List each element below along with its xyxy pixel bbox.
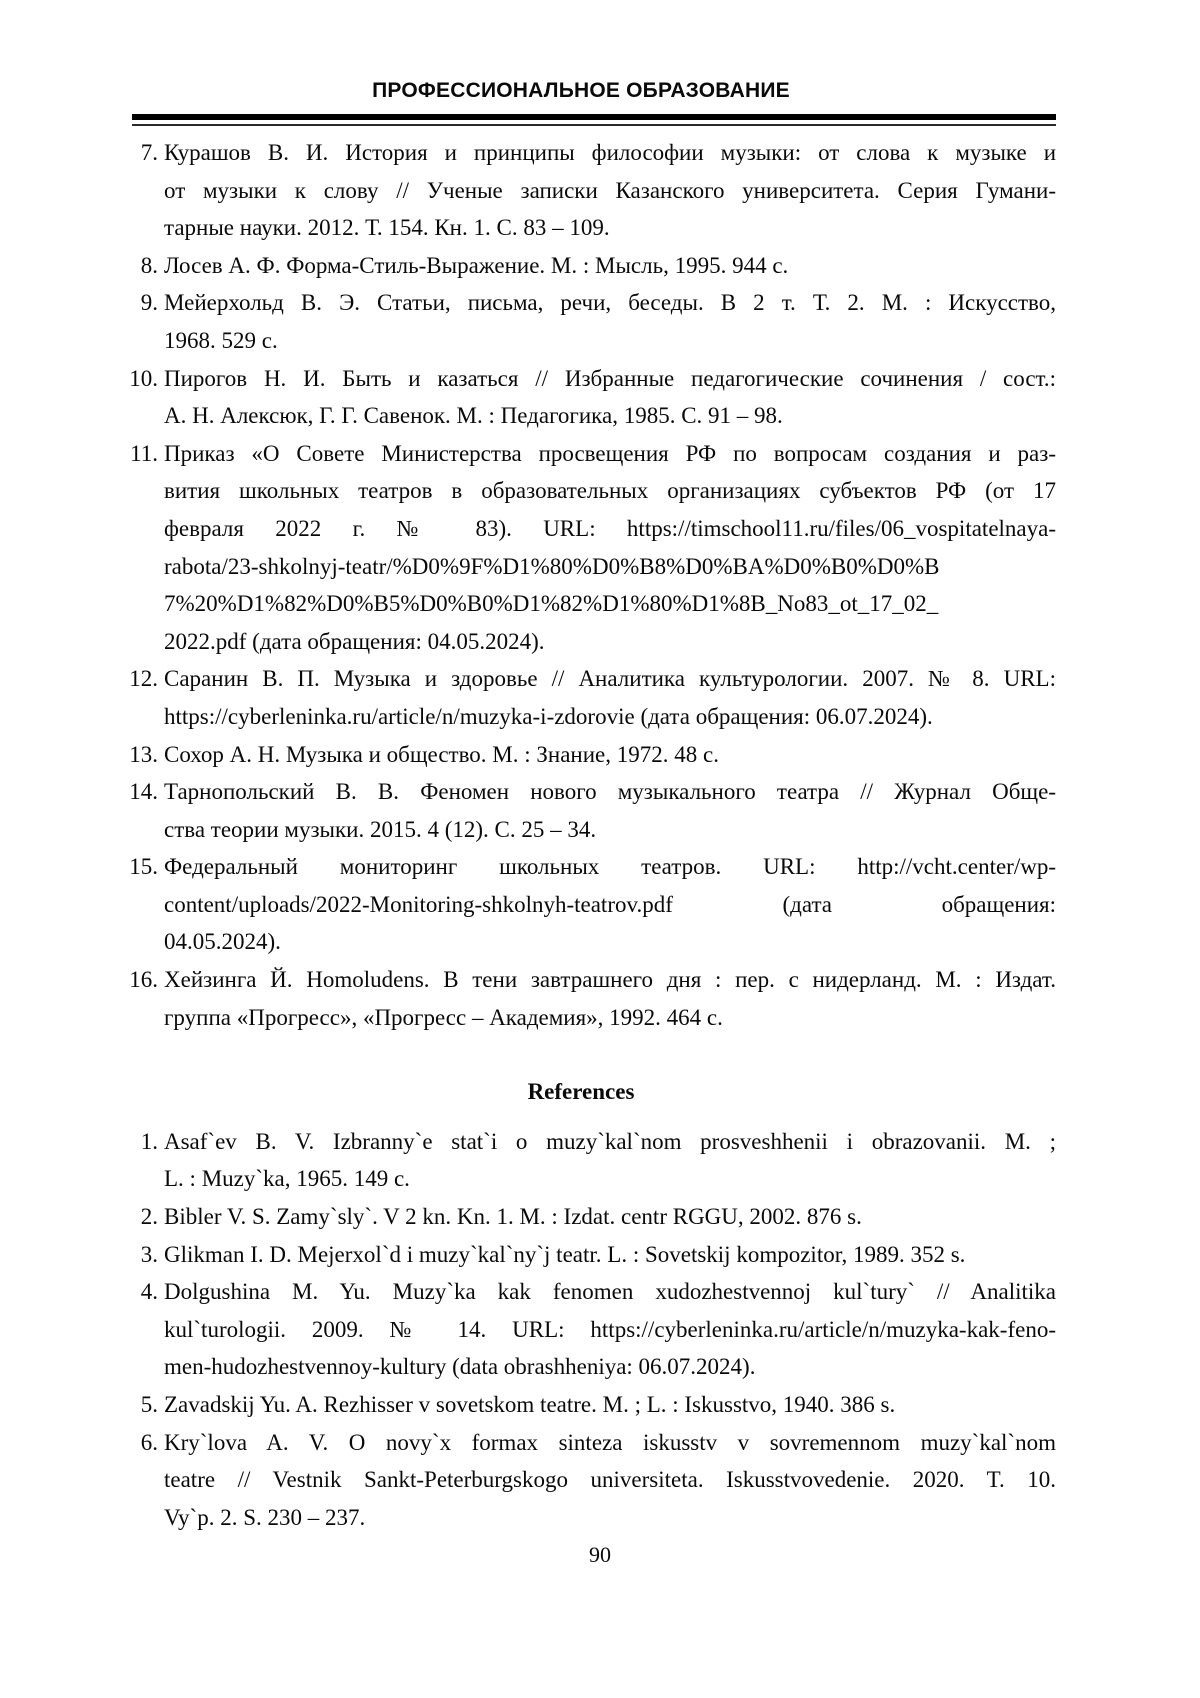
reference-item <box>106 284 1056 359</box>
header-rule-thick <box>132 114 1056 120</box>
reference-text <box>164 1198 1056 1236</box>
reference-number: 9. <box>140 290 158 316</box>
reference-line: Glikman I. D. Mejerxol`d i muzy`kal`ny`j teatr. L. : Sovetskij kompozitor, 1989. 352 s. <box>164 1241 966 1267</box>
reference-number: 15. <box>129 854 158 880</box>
reference-item <box>106 1424 1056 1537</box>
reference-text <box>164 1273 1056 1386</box>
header-rule-thin <box>132 124 1056 126</box>
reference-line: февраля 2022 г. № 83). URL: https://timschool11.ru/files/06_vospitatelnaya- <box>164 515 1056 541</box>
references-list <box>106 1123 1056 1537</box>
reference-text <box>164 660 1056 735</box>
reference-line: 2022.pdf (дата обращения: 04.05.2024). <box>164 628 545 654</box>
reference-line: Kry`lova A. V. O novy`x formax sinteza iskusstv v sovremennom muzy`kal`nom <box>164 1429 1056 1455</box>
reference-line: Хейзинга Й. Homoludens. В тени завтрашнего дня : пер. с нидерланд. М. : Издат. <box>164 967 1056 993</box>
reference-text <box>164 1424 1056 1537</box>
reference-line: тарные науки. 2012. Т. 154. Кн. 1. С. 83 – 109. <box>164 215 610 241</box>
reference-line: 1968. 529 с. <box>164 327 278 353</box>
references-heading: References <box>527 1079 635 1105</box>
reference-number: 1. <box>140 1128 158 1154</box>
reference-text <box>164 1123 1056 1198</box>
reference-line: 7%20%D1%82%D0%B5%D0%B0%D1%82%D1%80%D1%8B_No83_ot_17_02_ <box>164 591 939 617</box>
reference-item <box>106 848 1056 961</box>
reference-number: 14. <box>129 779 158 805</box>
reference-item <box>106 134 1056 247</box>
reference-text <box>164 736 1056 774</box>
reference-line: rabota/23-shkolnyj-teatr/%D0%9F%D1%80%D0%B8%D0%BA%D0%B0%D0%B <box>164 553 940 579</box>
reference-line: Vy`p. 2. S. 230 – 237. <box>164 1504 366 1530</box>
reference-text <box>164 435 1056 661</box>
reference-item <box>106 1198 1056 1236</box>
reference-number: 16. <box>129 967 158 993</box>
bibliography-list <box>106 134 1056 1036</box>
reference-text <box>164 247 1056 285</box>
reference-line: Саранин В. П. Музыка и здоровье // Аналитика культурологии. 2007. № 8. URL: <box>164 666 1056 692</box>
reference-number: 7. <box>140 140 158 165</box>
reference-line: Курашов В. И. История и принципы философии музыки: от слова к музыке и <box>164 140 1056 165</box>
reference-item <box>106 660 1056 735</box>
reference-line: А. Н. Алексюк, Г. Г. Савенок. М. : Педагогика, 1985. С. 91 – 98. <box>164 403 783 429</box>
page-number: 90 <box>589 1542 611 1567</box>
reference-item <box>106 736 1056 774</box>
reference-text <box>164 848 1056 961</box>
section-title: ПРОФЕССИОНАЛЬНОЕ ОБРАЗОВАНИЕ <box>372 79 790 102</box>
header-rule <box>132 114 1056 126</box>
reference-line: Тарнопольский В. В. Феномен нового музыкального театра // Журнал Обще- <box>164 779 1056 805</box>
reference-line: men-hudozhestvennoy-kultury (data obrashheniya: 06.07.2024). <box>164 1354 756 1380</box>
reference-item <box>106 1236 1056 1274</box>
reference-text <box>164 1386 1056 1424</box>
reference-line: вития школьных театров в образовательных организациях субъектов РФ (от 17 <box>164 478 1056 504</box>
reference-line: Приказ «О Совете Министерства просвещения РФ по вопросам создания и раз- <box>164 440 1056 466</box>
reference-item <box>106 1123 1056 1198</box>
reference-number: 8. <box>140 252 158 278</box>
reference-number: 2. <box>140 1204 158 1230</box>
reference-text <box>164 284 1056 359</box>
reference-item <box>106 435 1056 661</box>
reference-line: Asaf`ev B. V. Izbranny`e stat`i o muzy`kal`nom prosveshhenii i obrazovanii. M. ; <box>164 1128 1056 1154</box>
reference-number: 4. <box>140 1279 158 1305</box>
reference-number: 3. <box>140 1241 158 1267</box>
reference-line: Dolgushina M. Yu. Muzy`ka kak fenomen xudozhestvennoj kul`tury` // Analitika <box>164 1279 1056 1305</box>
reference-line: kul`turologii. 2009. № 14. URL: https://cyberleninka.ru/article/n/muzyka-kak-feno- <box>164 1316 1056 1342</box>
reference-item <box>106 360 1056 435</box>
reference-number: 10. <box>129 365 158 391</box>
reference-line: Пирогов Н. И. Быть и казаться // Избранные педагогические сочинения / сост.: <box>164 365 1056 391</box>
reference-line: teatre // Vestnik Sankt-Peterburgskogo universiteta. Iskusstvovedenie. 2020. T. 10. <box>164 1467 1056 1493</box>
reference-line: Лосев А. Ф. Форма-Стиль-Выражение. М. : Мысль, 1995. 944 с. <box>164 252 789 278</box>
reference-line: content/uploads/2022-Monitoring-shkolnyh-teatrov.pdf (дата обращения: <box>164 891 1056 917</box>
reference-line: https://cyberleninka.ru/article/n/muzyka-i-zdorovie (дата обращения: 06.07.2024). <box>164 703 933 729</box>
reference-item <box>106 773 1056 848</box>
reference-line: L. : Muzy`ka, 1965. 149 c. <box>164 1166 410 1192</box>
reference-text <box>164 360 1056 435</box>
reference-line: группа «Прогресс», «Прогресс – Академия», 1992. 464 с. <box>164 1004 723 1030</box>
reference-item <box>106 961 1056 1036</box>
reference-text <box>164 1236 1056 1274</box>
reference-number: 11. <box>130 440 158 466</box>
reference-line: ства теории музыки. 2015. 4 (12). С. 25 – 34. <box>164 816 597 842</box>
reference-item <box>106 247 1056 285</box>
reference-number: 5. <box>140 1392 158 1417</box>
reference-item <box>106 1273 1056 1386</box>
reference-line: от музыки к слову // Ученые записки Казанского университета. Серия Гумани- <box>164 177 1056 203</box>
reference-number: 6. <box>140 1429 158 1455</box>
reference-text <box>164 773 1056 848</box>
reference-line: Сохор А. Н. Музыка и общество. М. : Знание, 1972. 48 с. <box>164 741 719 767</box>
reference-number: 13. <box>129 741 158 767</box>
reference-text <box>164 961 1056 1036</box>
reference-number: 12. <box>129 666 158 692</box>
reference-line: 04.05.2024). <box>164 929 281 955</box>
reference-line: Федеральный мониторинг школьных театров. URL: http://vcht.center/wp- <box>164 854 1056 880</box>
reference-text <box>164 134 1056 247</box>
reference-line: Zavadskij Yu. A. Rezhisser v sovetskom teatre. M. ; L. : Iskusstvo, 1940. 386 s. <box>164 1392 896 1417</box>
reference-item <box>106 1386 1056 1424</box>
reference-line: Мейерхольд В. Э. Статьи, письма, речи, беседы. В 2 т. Т. 2. М. : Искусство, <box>164 290 1056 316</box>
reference-line: Bibler V. S. Zamy`sly`. V 2 kn. Kn. 1. M. : Izdat. centr RGGU, 2002. 876 s. <box>164 1204 862 1230</box>
